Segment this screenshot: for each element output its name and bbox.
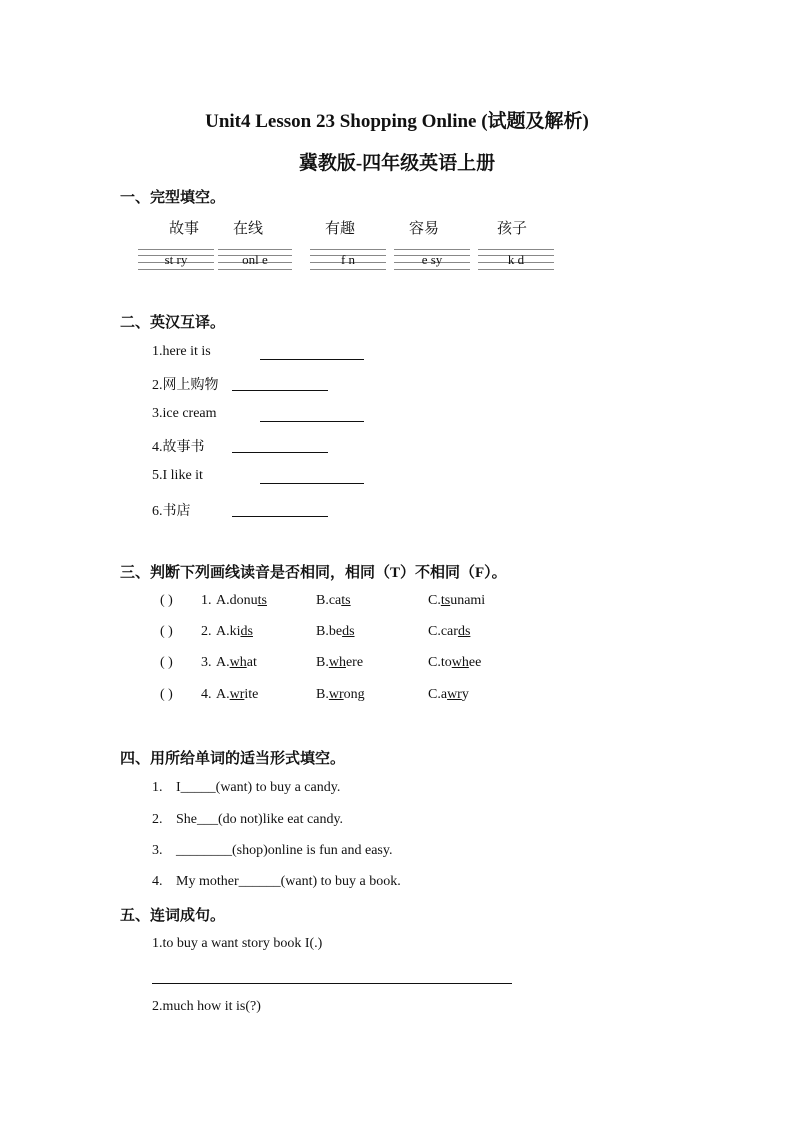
question-number: 3. (152, 843, 163, 858)
translate-item: 2.网上购物 (152, 378, 219, 393)
option-a: A.kids (216, 624, 253, 639)
section-4-heading: 四、用所给单词的适当形式填空。 (120, 751, 346, 767)
translate-item: 3.ice cream (152, 406, 217, 421)
scramble-item: 1.to buy a want story book I(.) (152, 936, 323, 951)
section-3-heading: 三、判断下列画线读音是否相同，相同（T）不相同（F）。 (120, 565, 507, 581)
answer-paren[interactable]: ( ) (160, 624, 173, 639)
question-number: 2. (201, 624, 212, 639)
option-c: C.tsunami (428, 593, 486, 608)
word-en: st ry (164, 252, 188, 267)
answer-paren[interactable]: ( ) (160, 687, 173, 702)
question-number: 1. (152, 780, 163, 795)
section-1-heading: 一、完型填空。 (120, 190, 226, 206)
question-number: 4. (201, 687, 212, 702)
answer-blank[interactable] (260, 359, 364, 360)
word-cn: 故事 (169, 221, 200, 237)
translate-item: 1.here it is (152, 344, 211, 359)
answer-blank[interactable] (232, 390, 328, 391)
answer-blank[interactable] (232, 516, 328, 517)
answer-paren[interactable]: ( ) (160, 593, 173, 608)
word-cn: 孩子 (497, 221, 528, 237)
option-b: B.cats (316, 593, 351, 608)
answer-paren[interactable]: ( ) (160, 655, 173, 670)
four-line-grid (310, 249, 386, 271)
option-c: C.awry (428, 687, 469, 702)
translate-item: 5.I like it (152, 468, 203, 483)
scramble-item: 2.much how it is(?) (152, 999, 261, 1014)
option-b: B.beds (316, 624, 355, 639)
option-a: A.what (216, 655, 257, 670)
question-number: 3. (201, 655, 212, 670)
answer-blank[interactable] (260, 421, 364, 422)
page-title: Unit4 Lesson 23 Shopping Online (试题及解析) (205, 111, 589, 132)
page-subtitle: 冀教版-四年级英语上册 (298, 153, 496, 174)
option-a: A.write (216, 687, 259, 702)
four-line-grid (218, 249, 292, 271)
answer-blank[interactable] (232, 452, 328, 453)
word-en: e sy (421, 252, 443, 267)
fill-sentence: I_____(want) to buy a candy. (176, 780, 341, 795)
word-cn: 有趣 (325, 221, 356, 237)
fill-sentence: ________(shop)online is fun and easy. (176, 843, 393, 858)
word-cn: 容易 (409, 221, 440, 237)
question-number: 1. (201, 593, 212, 608)
translate-item: 4.故事书 (152, 440, 205, 455)
option-c: C.towhee (428, 655, 482, 670)
answer-line[interactable] (152, 983, 512, 984)
option-a: A.donuts (216, 593, 267, 608)
section-5-heading: 五、连词成句。 (120, 908, 226, 924)
four-line-grid (138, 249, 214, 271)
four-line-grid (478, 249, 554, 271)
option-b: B.where (316, 655, 364, 670)
word-en: f n (340, 252, 356, 267)
translate-item: 6.书店 (152, 504, 191, 519)
question-number: 4. (152, 874, 163, 889)
four-line-grid (394, 249, 470, 271)
word-en: k d (507, 252, 525, 267)
word-cn: 在线 (233, 221, 264, 237)
fill-sentence: She___(do not)like eat candy. (176, 812, 344, 827)
option-c: C.cards (428, 624, 471, 639)
section-2-heading: 二、英汉互译。 (120, 315, 226, 331)
word-en: onl e (242, 252, 268, 267)
answer-blank[interactable] (260, 483, 364, 484)
fill-sentence: My mother______(want) to buy a book. (176, 874, 401, 889)
question-number: 2. (152, 812, 163, 827)
option-b: B.wrong (316, 687, 365, 702)
